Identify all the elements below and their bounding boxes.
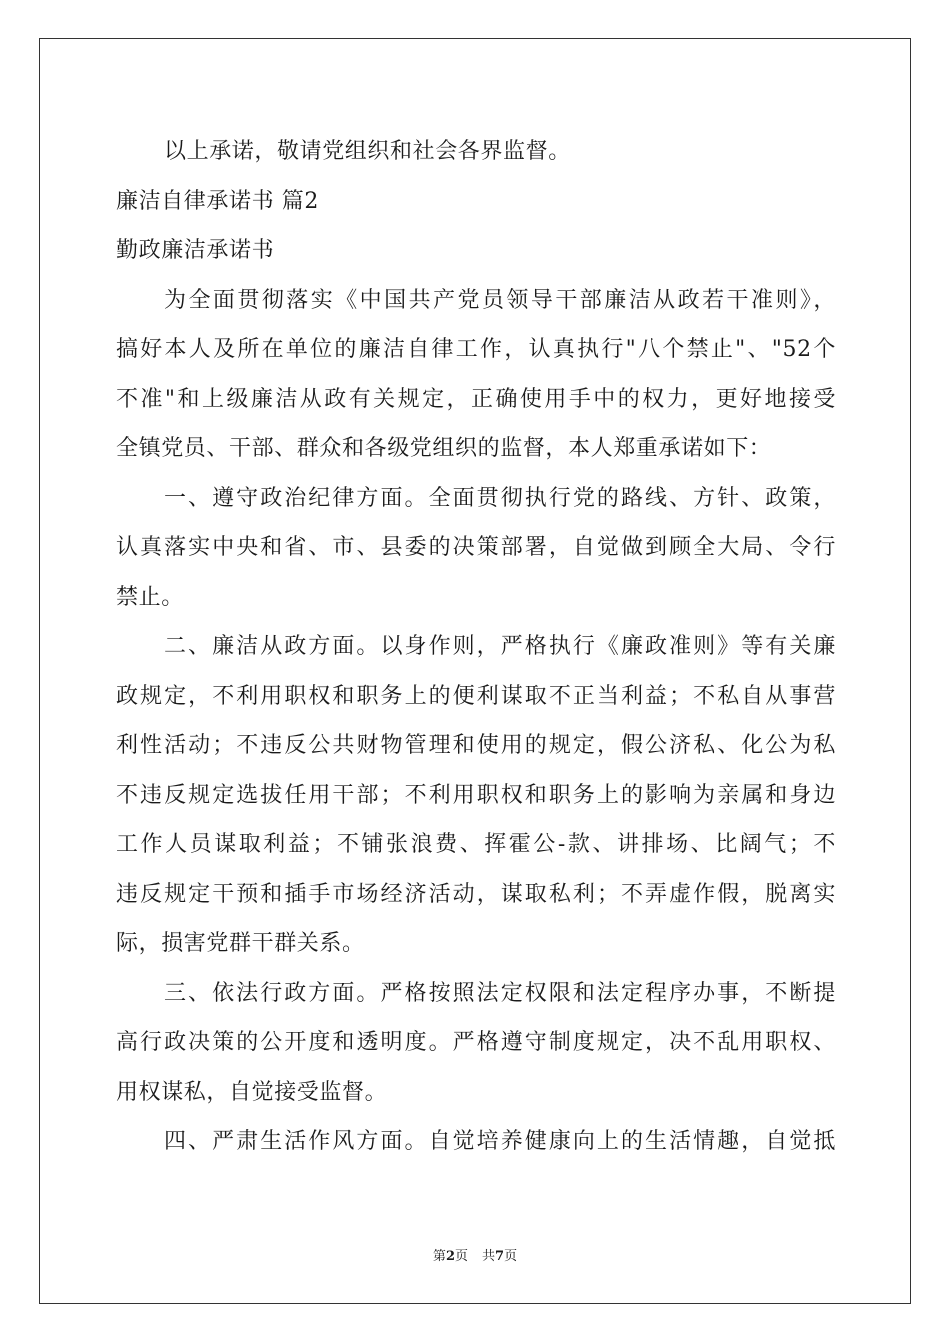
footer-page-prefix: 第 bbox=[432, 1249, 446, 1264]
text-line: 一、遵守政治纪律方面。全面贯彻执行党的路线、方针、政策， bbox=[164, 485, 836, 511]
text-line: 工作人员谋取利益；不铺张浪费、挥霍公-款、讲排场、比阔气；不 bbox=[116, 832, 836, 857]
text-line: 以上承诺，敬请党组织和社会各界监督。 bbox=[164, 139, 571, 164]
text-line: 搞好本人及所在单位的廉洁自律工作，认真执行"八个禁止"、"52个 bbox=[116, 337, 836, 362]
footer-total-suffix: 页 bbox=[504, 1249, 518, 1264]
footer-total-number: 7 bbox=[495, 1249, 505, 1264]
text-line: 认真落实中央和省、市、县委的决策部署，自觉做到顾全大局、令行 bbox=[116, 535, 836, 560]
footer-page-number: 2 bbox=[445, 1249, 455, 1264]
text-line: 为全面贯彻落实《中国共产党员领导干部廉洁从政若干准则》， bbox=[164, 287, 836, 313]
text-line: 不违反规定选拔任用干部；不利用职权和职务上的影响为亲属和身边 bbox=[116, 782, 836, 808]
text-line: 廉洁自律承诺书 篇2 bbox=[116, 188, 319, 214]
text-line: 际，损害党群干群关系。 bbox=[116, 931, 365, 956]
text-line: 政规定，不利用职权和职务上的便利谋取不正当利益；不私自从事营 bbox=[116, 683, 836, 709]
text-line: 四、严肃生活作风方面。自觉培养健康向上的生活情趣，自觉抵 bbox=[164, 1129, 836, 1154]
text-line: 违反规定干预和插手市场经济活动，谋取私利；不弄虚作假，脱离实 bbox=[116, 881, 836, 907]
text-line: 禁止。 bbox=[116, 584, 184, 610]
text-line: 勤政廉洁承诺书 bbox=[116, 238, 275, 263]
text-line: 全镇党员、干部、群众和各级党组织的监督，本人郑重承诺如下： bbox=[116, 436, 772, 461]
text-line: 三、依法行政方面。严格按照法定权限和法定程序办事，不断提 bbox=[164, 980, 836, 1006]
text-line: 用权谋私，自觉接受监督。 bbox=[116, 1079, 388, 1105]
text-line: 不准"和上级廉洁从政有关规定，正确使用手中的权力，更好地接受 bbox=[116, 386, 836, 412]
footer-page-suffix: 页 bbox=[454, 1249, 468, 1264]
text-line: 二、廉洁从政方面。以身作则，严格执行《廉政准则》等有关廉 bbox=[164, 634, 836, 659]
text-line: 利性活动；不违反公共财物管理和使用的规定，假公济私、化公为私 bbox=[116, 733, 836, 758]
text-line: 高行政决策的公开度和透明度。严格遵守制度规定，决不乱用职权、 bbox=[116, 1030, 836, 1055]
footer-total-prefix: 共 bbox=[482, 1249, 496, 1264]
page-footer bbox=[0, 1249, 950, 1265]
document-body bbox=[116, 127, 836, 1167]
